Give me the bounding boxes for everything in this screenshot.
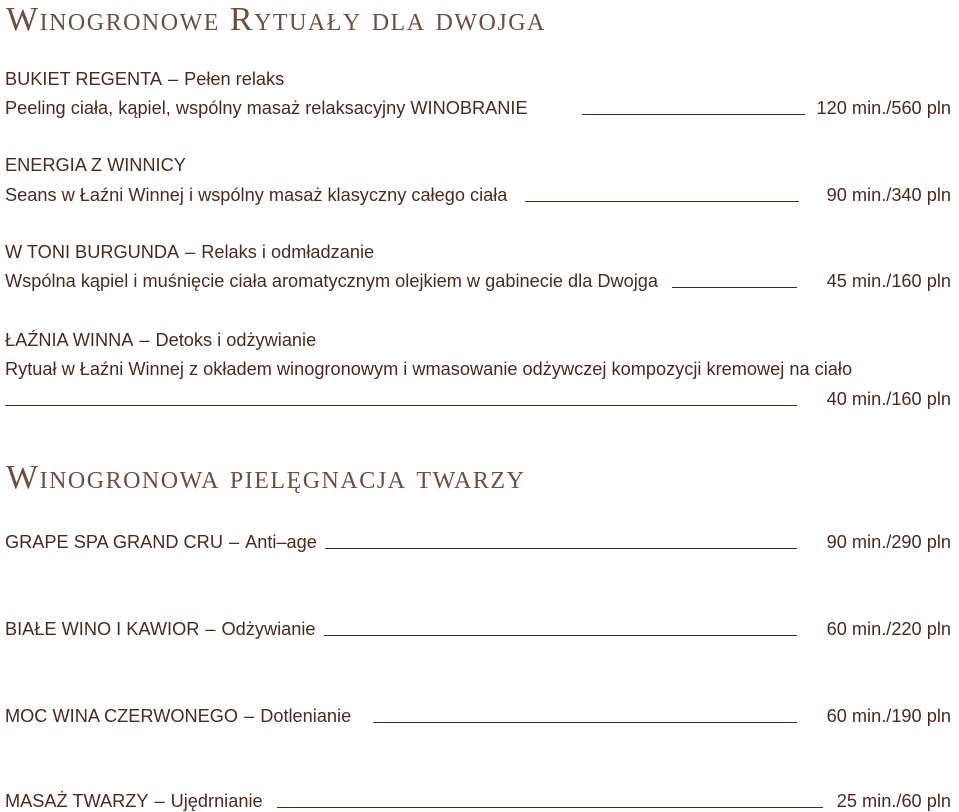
item-heading-laznia-winna xyxy=(5,325,951,351)
leader-line xyxy=(672,287,797,288)
item-subtitle: Pełen relaks xyxy=(184,69,285,89)
item-price: 25 min./60 pln xyxy=(836,791,951,811)
item-subtitle: Odżywianie xyxy=(221,619,316,639)
item-row-bukiet-regenta xyxy=(5,93,951,119)
item-description: Peeling ciała, kąpiel, wspólny masaż relaksacyjny WINOBRANIE xyxy=(5,98,528,118)
leader-line xyxy=(325,548,797,549)
item-price: 60 min./220 pln xyxy=(826,619,951,639)
dash: – xyxy=(167,69,179,89)
dash: – xyxy=(228,532,240,552)
section-title-face-care: Winogronowa pielęgnacja twarzy xyxy=(6,459,526,496)
item-row-energia-z-winnicy xyxy=(5,180,951,206)
dash: – xyxy=(205,619,216,639)
item-price: 60 min./190 pln xyxy=(826,706,951,726)
item-price: 120 min./560 pln xyxy=(816,98,951,118)
item-price: 90 min./340 pln xyxy=(826,185,951,205)
item-name: BUKIET REGENTA xyxy=(5,69,162,89)
item-name: MOC WINA CZERWONEGO xyxy=(5,706,239,726)
dash: – xyxy=(244,706,255,726)
item-subtitle: Anti–age xyxy=(245,532,317,552)
leader-line xyxy=(5,405,797,406)
item-row-laznia-winna xyxy=(5,384,951,410)
item-description: Rytuał w Łaźni Winnej z okładem winogronowym i wmasowanie odżywczej kompozycji kremowej na ciało xyxy=(5,359,853,379)
item-row-masaz-twarzy xyxy=(5,786,951,812)
item-name: ŁAŹNIA WINNA xyxy=(5,330,134,350)
item-row-w-toni-burgunda xyxy=(5,266,951,292)
item-subtitle: Dotlenianie xyxy=(260,706,352,726)
leader-line xyxy=(582,114,805,115)
item-name: MASAŻ TWARZY xyxy=(5,791,149,811)
item-heading-energia-z-winnicy xyxy=(5,150,951,176)
leader-line xyxy=(324,635,797,636)
leader-line xyxy=(277,807,823,808)
section-title-rituals-for-two: Winogronowe Rytuały dla dwojga xyxy=(6,1,546,38)
leader-line xyxy=(525,201,798,202)
item-name: ENERGIA Z WINNICY xyxy=(5,155,186,175)
dash: – xyxy=(139,330,150,350)
item-description: Seans w Łaźni Winnej i wspólny masaż klasyczny całego ciała xyxy=(5,185,508,205)
item-name: W TONI BURGUNDA xyxy=(5,242,180,262)
item-heading-bukiet-regenta xyxy=(5,64,951,90)
item-heading-w-toni-burgunda xyxy=(5,237,951,263)
item-description-laznia-winna xyxy=(5,354,951,380)
item-row-biale-wino-i-kawior xyxy=(5,614,951,640)
item-row-moc-wina-czerwonego xyxy=(5,701,951,727)
item-subtitle: Detoks i odżywianie xyxy=(155,330,317,350)
item-subtitle: Relaks i odmładzanie xyxy=(201,242,375,262)
dash: – xyxy=(185,242,196,262)
item-price: 40 min./160 pln xyxy=(826,389,951,409)
item-name: GRAPE SPA GRAND CRU xyxy=(5,532,223,552)
item-name: BIAŁE WINO I KAWIOR xyxy=(5,619,200,639)
item-description: Wspólna kąpiel i muśnięcie ciała aromatycznym olejkiem w gabinecie dla Dwojga xyxy=(5,271,659,291)
item-row-grape-spa-grand-cru xyxy=(5,527,951,553)
item-price: 90 min./290 pln xyxy=(826,532,951,552)
dash: – xyxy=(154,791,165,811)
leader-line xyxy=(373,722,796,723)
item-price: 45 min./160 pln xyxy=(826,271,951,291)
item-subtitle: Ujędrnianie xyxy=(170,791,263,811)
